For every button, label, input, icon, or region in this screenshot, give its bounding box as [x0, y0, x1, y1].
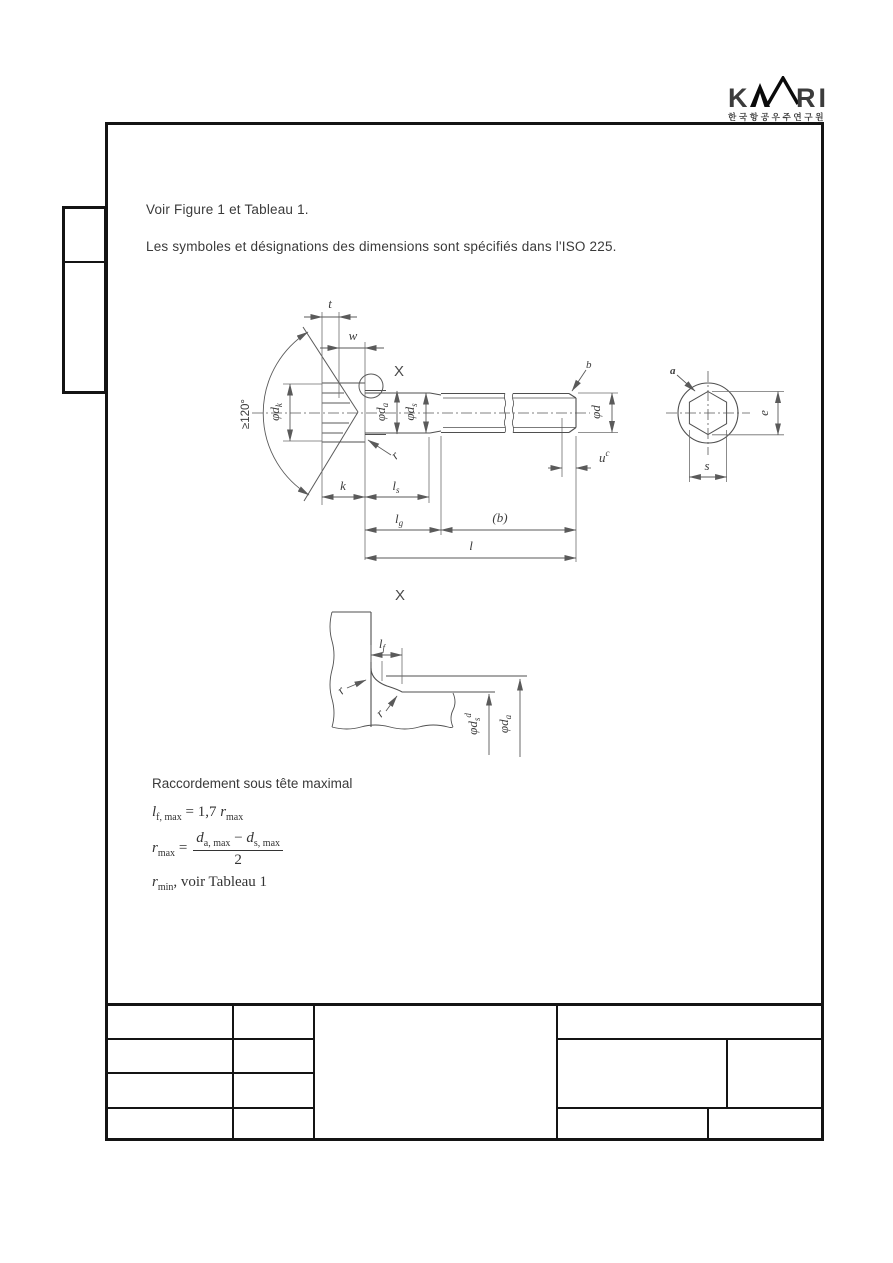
table-line-h3-left	[108, 1107, 315, 1109]
label-ls: $l_s$	[392, 478, 400, 495]
fraction-denominator: 2	[234, 852, 242, 868]
fraction	[193, 830, 283, 869]
kari-logo	[727, 76, 841, 124]
fraction-numerator: $d_{a, max} - d_{s, max}$	[193, 830, 283, 851]
logo-korean-text: 한국항공우주연구원	[728, 112, 827, 122]
intro-line-1: Voir Figure 1 et Tableau 1.	[146, 202, 309, 217]
label-a-note: a	[670, 365, 676, 377]
side-view	[666, 365, 784, 482]
label-detail-x: X	[394, 363, 405, 380]
table-line-v5	[707, 1107, 709, 1138]
logo-k: K	[728, 83, 748, 113]
side-centerlines	[666, 371, 750, 455]
table-line-h1-left	[108, 1038, 315, 1040]
leader-a	[677, 375, 695, 391]
label-b-note: b	[586, 359, 592, 371]
formula-r-max: $r_{max}$ = $\frac{d_{a, max} - d_{s, max}}{2}$	[152, 830, 352, 869]
leader-r2	[386, 696, 397, 711]
label-r: r	[387, 447, 402, 463]
logo-ri: RI	[796, 83, 829, 113]
label-t: t	[328, 296, 332, 311]
margin-boxes	[62, 206, 107, 394]
label-phi-d: φd	[588, 405, 603, 419]
label-phi-dk: $\varphi d_k$	[267, 403, 284, 421]
fillet-curve	[371, 668, 402, 692]
notes-heading: Raccordement sous tête maximal	[152, 776, 353, 791]
formula-r-min: $r_{min}$, voir Tableau 1	[152, 874, 268, 893]
label-k: k	[340, 478, 346, 493]
table-line-v3	[556, 1006, 558, 1138]
label-phi-ds-d: $\varphi d_s^d$	[463, 713, 482, 735]
label-s: s	[704, 458, 710, 473]
title-block-table	[105, 1003, 824, 1141]
margin-box-divider	[65, 261, 104, 263]
label-angle-120: ≥120°	[240, 398, 252, 430]
table-line-h3-right	[556, 1107, 821, 1109]
label-r2: r	[372, 705, 387, 721]
label-lf: $l_f$	[378, 636, 386, 653]
table-line-h2-left	[108, 1072, 315, 1074]
label-b-paren: (b)	[492, 510, 508, 525]
notes-block	[152, 776, 352, 900]
intro-line-2: Les symboles et désignations des dimensions sont spécifiés dans l'ISO 225.	[146, 239, 617, 254]
label-lg: $l_g$	[394, 511, 404, 528]
detail-extension-lines	[371, 645, 402, 684]
detail-section-outline	[330, 612, 527, 729]
detail-x-drawing	[300, 578, 540, 773]
label-e: e	[756, 410, 771, 416]
figure-1-drawing	[235, 292, 835, 570]
label-l: l	[469, 538, 473, 553]
detail-title-x: X	[395, 587, 406, 604]
label-u: $u^c$	[599, 448, 610, 465]
detail-circle	[359, 374, 383, 398]
extension-lines	[283, 312, 618, 562]
label-phi-da-detail: $\varphi d_a$	[496, 714, 513, 734]
leader-r1	[347, 680, 366, 688]
leader-b	[572, 370, 586, 391]
label-r1: r	[333, 682, 348, 698]
logo-triangle-icon	[768, 78, 798, 104]
label-w: w	[348, 328, 358, 343]
table-line-v4	[726, 1038, 728, 1108]
formula-lf-max: $l_{f, max} = 1,7$ $r_{max}$	[152, 804, 244, 823]
label-phi-ds: $\varphi d_s$	[402, 403, 419, 421]
table-line-h1-right	[556, 1038, 821, 1040]
label-phi-da: $\varphi d_a$	[373, 402, 390, 422]
